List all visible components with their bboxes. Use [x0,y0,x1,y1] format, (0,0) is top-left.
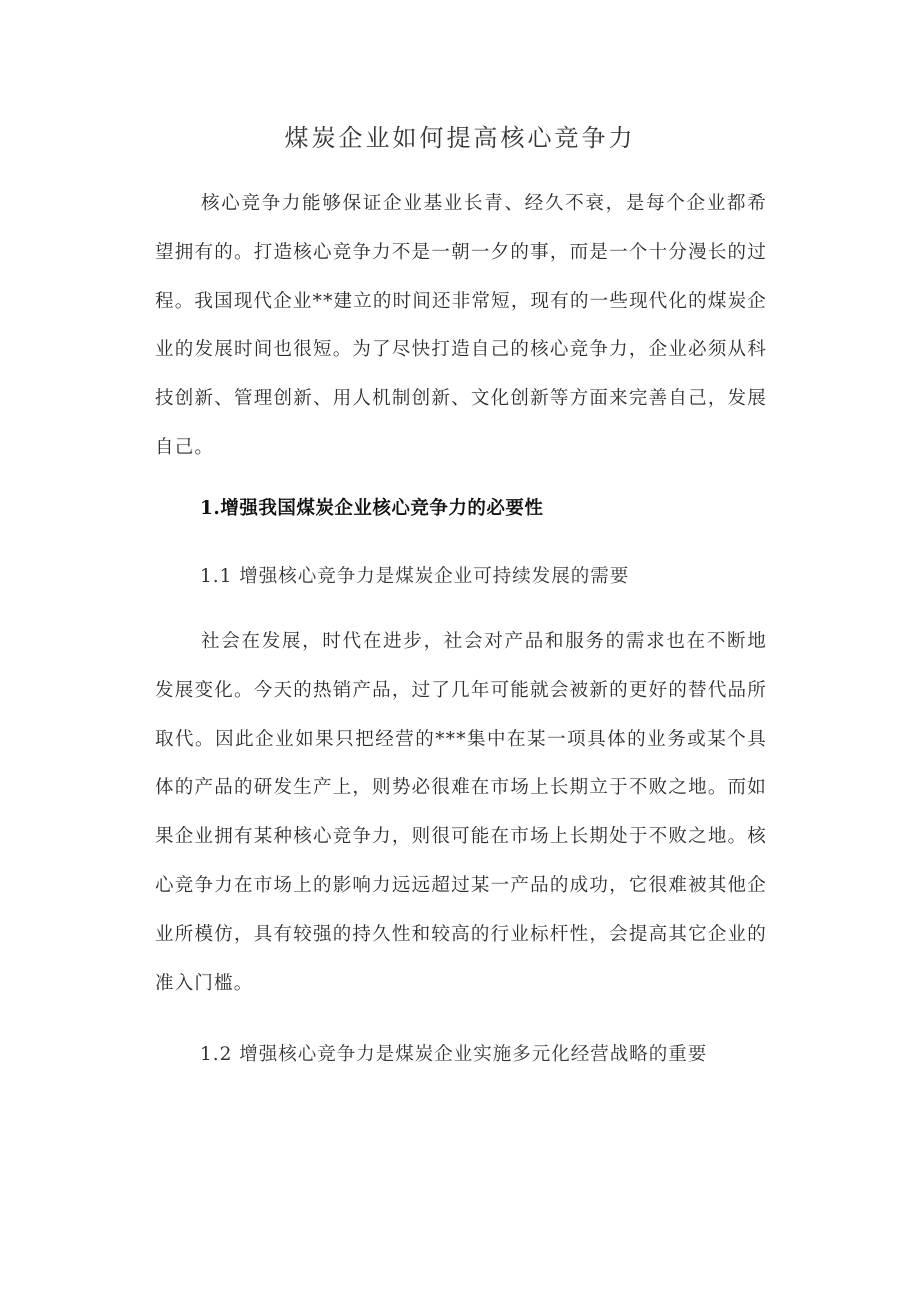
section-1-2-heading: 1.2 增强核心竞争力是煤炭企业实施多元化经营战略的重要 [200,1044,708,1065]
section-1-1-heading: 1.1 增强核心竞争力是煤炭企业可持续发展的需要 [200,566,630,587]
section-1-1-body: 社会在发展，时代在进步，社会对产品和服务的需求也在不断地发展变化。今天的热销产品，过了几年可能就会被新的更好的替代品所取代。因此企业如果只把经营的***集中在某一项具体的业务或某个具体的产品的研发生产上，则势必很难在市场上长期立于不败之地。而如果企业拥有某种核心竞争力，则很可能在市场上长期处于不败之地。核心竞争力在市场上的影响力远远超过某一产品的成功，它很难被其他企业所模仿，具有较强的持久性和较高的行业标杆性，会提高其它企业的准入门槛。 [155,631,767,994]
document-title: 煤炭企业如何提高核心竞争力 [284,124,636,152]
section-1-heading: 1.增强我国煤炭企业核心竞争力的必要性 [200,498,544,519]
intro-paragraph: 核心竞争力能够保证企业基业长青、经久不衰，是每个企业都希望拥有的。打造核心竞争力不是一朝一夕的事，而是一个十分漫长的过程。我国现代企业**建立的时间还非常短，现有的一些现代化的煤炭企业的发展时间也很短。为了尽快打造自己的核心竞争力，企业必须从科技创新、管理创新、用人机制创新、文化创新等方面来完善自己，发展自己。 [155,193,767,458]
